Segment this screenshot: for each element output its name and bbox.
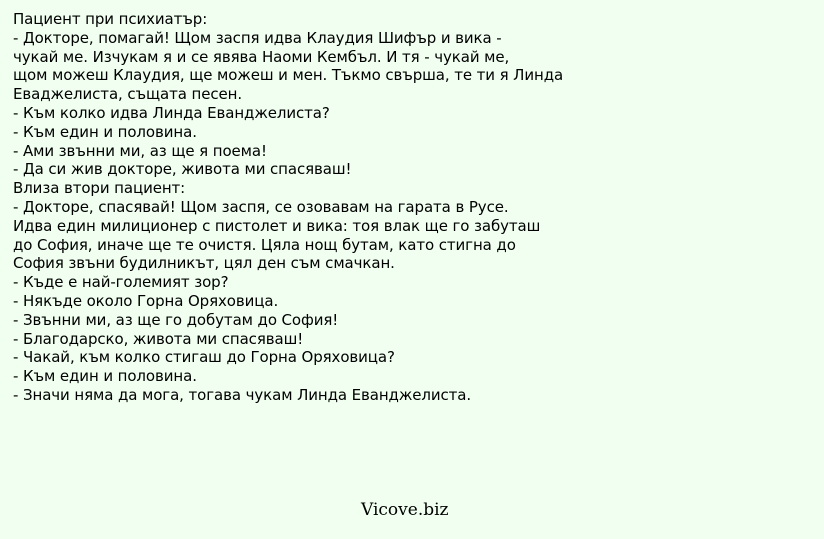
joke-line: Пациент при психиатър: [13,10,208,28]
joke-line: Влиза втори пациент: [13,179,186,198]
joke-line: - Докторе, спасявай! Щом заспя, се озовавам на гарата в Русе. [13,197,509,216]
joke-line: - Към един и половина. [13,367,197,386]
joke-line: - Благодарско, живота ми спасяваш! [13,329,304,348]
joke-line: - Към колко идва Линда Еванджелиста? [13,103,330,122]
site-watermark: Vicove.biz [361,500,449,520]
joke-line: до София, иначе ще те очистя. Цяла нощ бутам, като стигна до [13,235,516,254]
joke-text [13,10,813,405]
joke-line: - Ами звънни ми, аз ще я поема! [13,141,267,160]
joke-line: - Към един и половина. [13,122,197,141]
joke-line: - Докторе, помагай! Щом заспя идва Клаудия Шифър и вика - [13,28,502,47]
joke-line: - Значи няма да мога, тогава чукам Линда Еванджелиста. [13,385,472,404]
joke-line: - Да си жив докторе, живота ми спасяваш! [13,160,352,179]
joke-line: Идва един милиционер с пистолет и вика: тоя влак ще го забуташ [13,216,541,235]
joke-line: - Чакай, към колко стигаш до Горна Оряховица? [13,348,395,367]
joke-line: чукай ме. Изчукам я и се явява Наоми Кембъл. И тя - чукай ме, [13,47,510,66]
joke-line: Еваджелиста, същата песен. [13,85,243,104]
joke-line: - Звънни ми, аз ще го добутам до София! [13,310,339,329]
joke-line: - Някъде около Горна Оряховица. [13,291,279,310]
joke-line: София звъни будилникът, цял ден съм смачкан. [13,254,395,273]
joke-line: щом можеш Клаудия, ще можеш и мен. Тъкмо свърша, те ти я Линда [13,66,564,85]
joke-line: - Къде е най-големият зор? [13,273,229,292]
